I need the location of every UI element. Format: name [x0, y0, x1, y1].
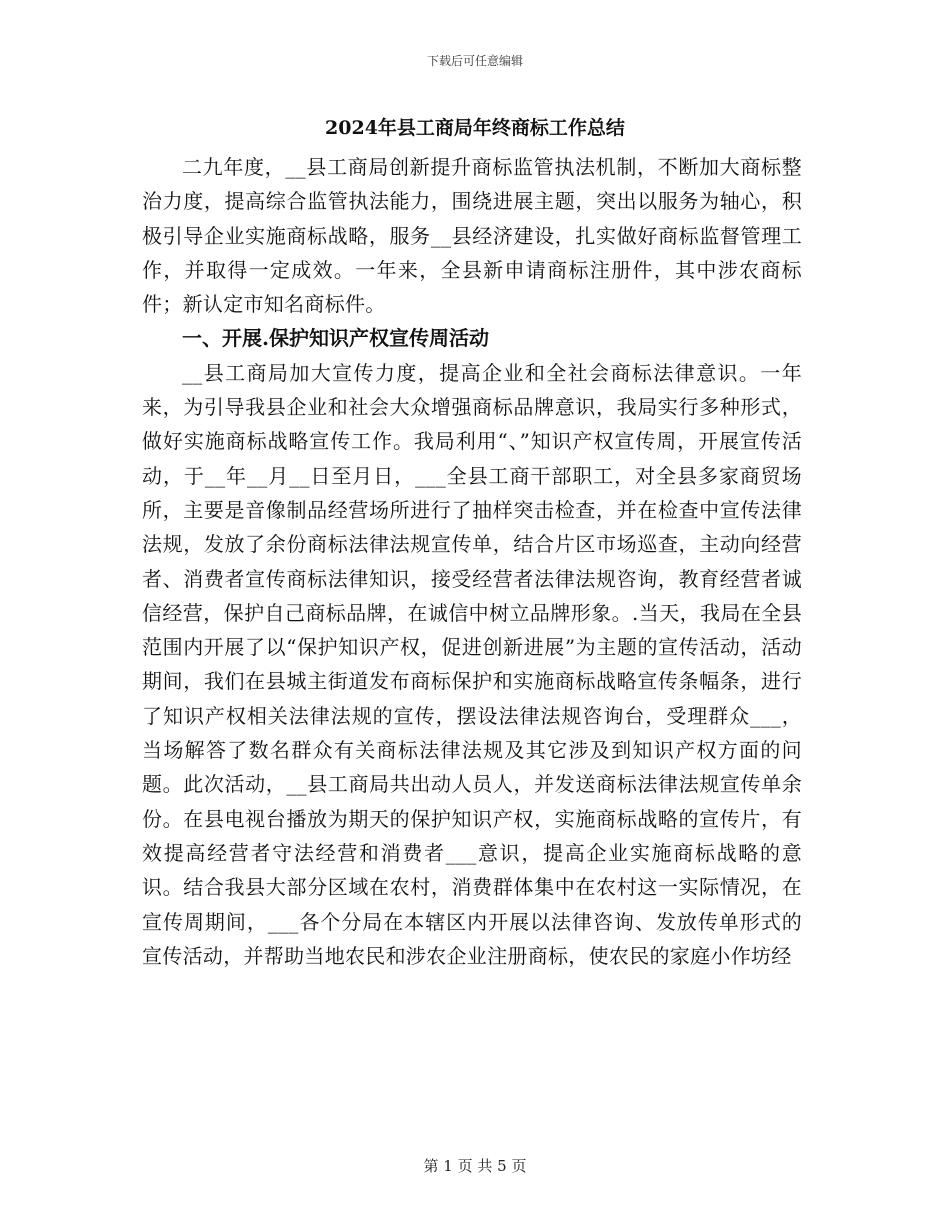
document-title: 2024年县工商局年终商标工作总结 — [325, 117, 625, 139]
section-1-paragraph: __县工商局加大宣传力度，提高企业和全社会商标法律意识。一年来，为引导我县企业和社会大众增强商标品牌意识，我局实行多种形式，做好实施商标战略宣传工作。我局利用“、”知识产权宣传周，开展宣传活动，于__年__月__日至月日，___全县工商干部职工，对全县多家商贸场所，主要是音像制品经营场所进行了抽样突击检查，并在检查中宣传法律法规，发放了余份商标法律法规宣传单，结合片区市场巡查，主动向经营者、消费者宣传商标法律知识，接受经营者法律法规咨询，教育经营者诚信经营，保护自己商标品牌，在诚信中树立品牌形象。.当天，我局在全县范围内开展了以“保护知识产权，促进创新进展”为主题的宣传活动，活动期间，我们在县城主街道发布商标保护和实施商标战略宣传条幅条，进行了知识产权相关法律法规的宣传，摆设法律法规咨询台，受理群众___，当场解答了数名群众有关商标法律法规及其它涉及到知识产权方面的问题。此次活动，__县工商局共出动人员人，并发送商标法律法规宣传单余份。在县电视台播放为期天的保护知识产权，实施商标战略的宣传片，有效提高经营者守法经营和消费者___意识，提高企业实施商标战略的意识。结合我县大部分区域在农村，消费群体集中在农村这一实际情况，在宣传周期间，___各个分局在本辖区内开展以法律咨询、发放传单形式的宣传活动，并帮助当地农民和涉农企业注册商标，使农民的家庭小作坊经 — [142, 360, 802, 968]
page-header-note: 下载后可任意编辑 — [426, 54, 523, 68]
section-heading-1: 一、开展.保护知识产权宣传周活动 — [182, 326, 489, 351]
page-footer-number: 第 1 页 共 5 页 — [423, 1157, 527, 1175]
intro-paragraph: 二九年度，__县工商局创新提升商标监管执法机制，不断加大商标整治力度，提高综合监管执法能力，围绕进展主题，突出以服务为轴心，积极引导企业实施商标战略，服务__县经济建设，扎实做好商标监督管理工作，并取得一定成效。一年来，全县新申请商标注册件，其中涉农商标件；新认定市知名商标件。 — [142, 155, 802, 317]
document-body — [142, 150, 802, 973]
